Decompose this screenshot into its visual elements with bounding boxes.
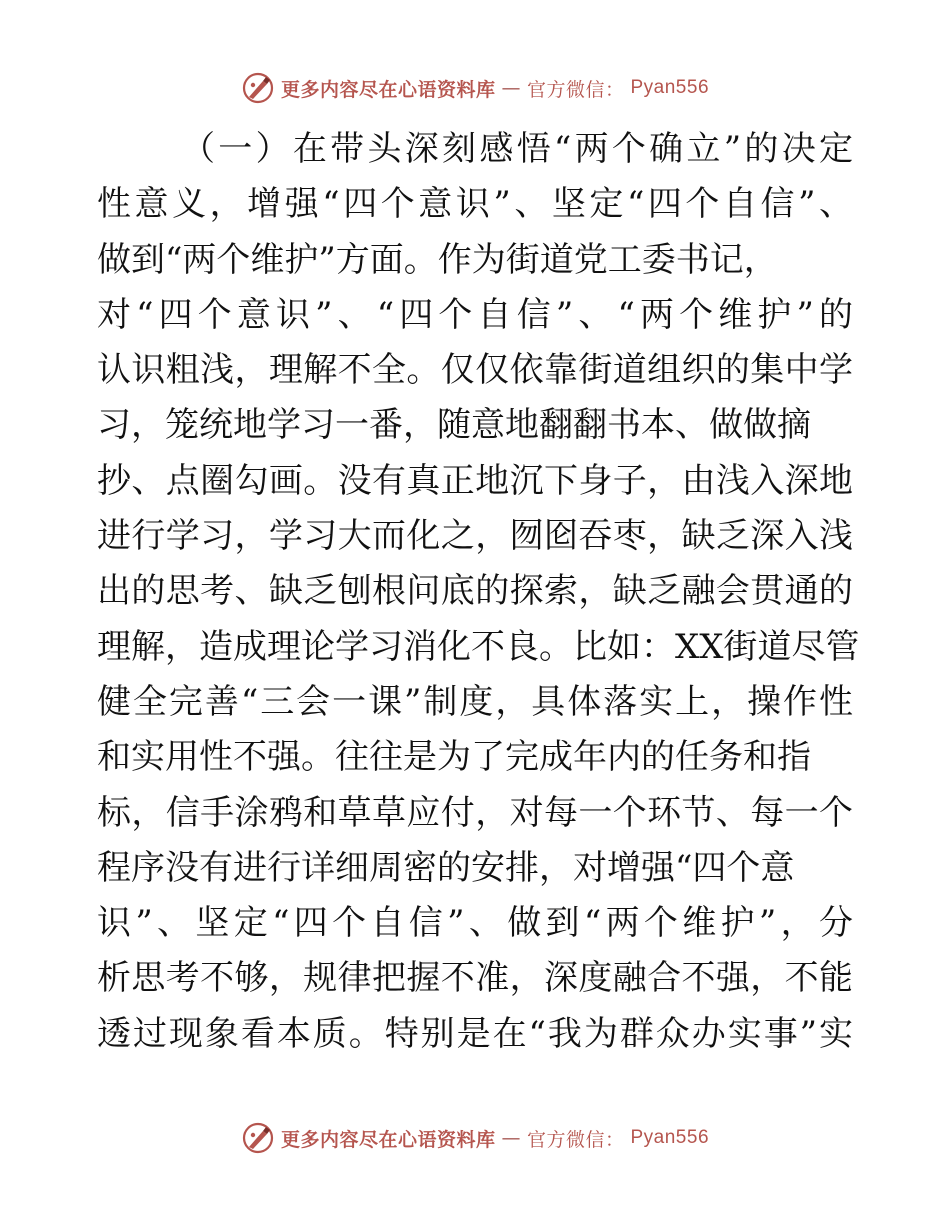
watermark-brand: 更多内容尽在心语资料库 [280, 1128, 496, 1151]
text-line: 和实用性不强。往往是为了完成年内的任务和指 [97, 737, 811, 778]
text-line: 理解，造成理论学习消化不良。比如：XX街道尽管 [97, 626, 860, 667]
document-body [97, 122, 860, 1062]
watermark-handle: Pyan556 [630, 77, 710, 98]
text-line: （一）在带头深刻感悟“两个确立”的决定 [181, 129, 853, 169]
pen-logo-icon [241, 1121, 275, 1155]
text-line: 标，信手涂鸦和草草应付，对每一个环节、每一个 [97, 792, 853, 833]
watermark-separator: — [501, 1127, 521, 1149]
text-line: 识”、坚定“四个自信”、做到“两个维护”，分 [97, 903, 853, 944]
text-line: 性意义，增强“四个意识”、坚定“四个自信”、 [97, 184, 853, 225]
text-line: 认识粗浅，理解不全。仅仅依靠街道组织的集中学 [97, 350, 853, 391]
text-line: 进行学习，学习大而化之，囫囵吞枣，缺乏深入浅 [97, 516, 853, 557]
watermark-handle: Pyan556 [630, 1127, 710, 1148]
footer-watermark [0, 1118, 950, 1158]
text-line: 习，笼统地学习一番，随意地翻翻书本、做做摘 [97, 405, 811, 446]
text-line: 透过现象看本质。特别是在“我为群众办实事”实 [97, 1013, 853, 1054]
watermark-separator: — [501, 77, 521, 99]
text-line: 出的思考、缺乏刨根问底的探索，缺乏融会贯通的 [97, 571, 853, 612]
text-line: 程序没有进行详细周密的安排，对增强“四个意 [97, 847, 795, 888]
text-line: 对“四个意识”、“四个自信”、“两个维护”的 [97, 294, 853, 335]
watermark-label: 官方微信： [526, 1128, 625, 1151]
watermark-label: 官方微信： [526, 78, 625, 101]
text-line: 做到“两个维护”方面。作为街道党工委书记， [97, 239, 778, 280]
watermark-brand: 更多内容尽在心语资料库 [280, 78, 496, 101]
header-watermark [0, 68, 950, 108]
text-line: 析思考不够，规律把握不准，深度融合不强，不能 [97, 958, 853, 999]
text-line: 抄、点圈勾画。没有真正地沉下身子，由浅入深地 [97, 460, 853, 501]
text-line: 健全完善“三会一课”制度，具体落实上，操作性 [97, 681, 853, 722]
pen-logo-icon [241, 71, 275, 105]
